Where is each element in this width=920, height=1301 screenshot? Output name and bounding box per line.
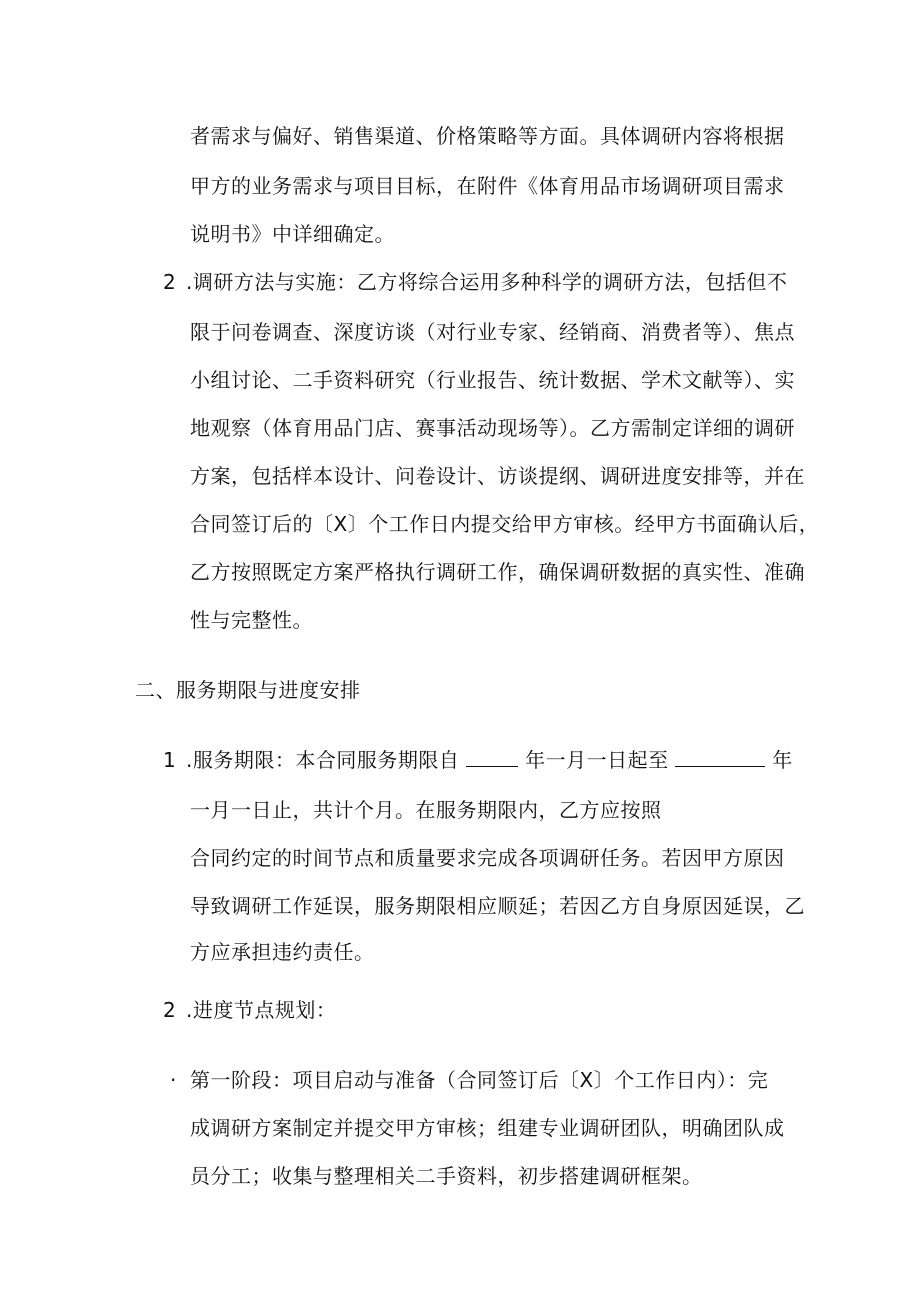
- paragraph-line: 导致调研工作延误，服务期限相应顺延；若因乙方自身原因延误，乙: [190, 894, 805, 918]
- paragraph-line: 合同签订后的〔X〕个工作日内提交给甲方审核。经甲方书面确认后，: [190, 512, 820, 536]
- end-year-blank: [675, 746, 765, 767]
- paragraph-line: 者需求与偏好、销售渠道、价格策略等方面。具体调研内容将根据: [190, 124, 785, 148]
- paragraph-line: 小组讨论、二手资料研究（行业报告、统计数据、学术文献等）、实: [190, 368, 795, 392]
- paragraph-line: .调研方法与实施：乙方将综合运用多种科学的调研方法，包括但不: [186, 270, 788, 294]
- paragraph-line: 员分工；收集与整理相关二手资料，初步搭建调研框架。: [190, 1164, 703, 1188]
- paragraph-line: 说明书》中详细确定。: [190, 222, 395, 246]
- paragraph-line: 乙方按照既定方案严格执行调研工作，确保调研数据的真实性、准确: [190, 560, 805, 584]
- paragraph-line: 成调研方案制定并提交甲方审核；组建专业调研团队，明确团队成: [190, 1116, 785, 1140]
- bullet-dot: ·: [170, 1068, 177, 1092]
- progress-heading: .进度节点规划：: [186, 998, 337, 1022]
- paragraph-line: 地观察（体育用品门店、赛事活动现场等）。乙方需制定详细的调研: [190, 416, 795, 440]
- paragraph-line: 方案，包括样本设计、问卷设计、访谈提纲、调研进度安排等，并在: [190, 464, 805, 488]
- paragraph-line: 第一阶段：项目启动与准备（合同签订后〔X〕个工作日内）：完: [190, 1068, 769, 1092]
- paragraph-line: 一月一日止，共计个月。在服务期限内，乙方应按照: [190, 798, 662, 822]
- service-term-text-c: 年: [772, 748, 793, 772]
- section-heading: 二、服务期限与进度安排: [135, 678, 361, 702]
- service-term-text-a: .服务期限：本合同服务期限自: [186, 748, 460, 772]
- paragraph-line: 合同约定的时间节点和质量要求完成各项调研任务。若因甲方原因: [190, 846, 785, 870]
- item-number: 2: [163, 998, 176, 1022]
- paragraph-line: 方应承担违约责任。: [190, 940, 375, 964]
- service-term-line: [186, 746, 793, 774]
- item-number: 2: [163, 270, 176, 294]
- service-term-text-b: 年一月一日起至: [525, 748, 669, 772]
- paragraph-line: 性与完整性。: [190, 608, 313, 632]
- start-year-blank: [466, 746, 518, 767]
- paragraph-line: 甲方的业务需求与项目目标，在附件《体育用品市场调研项目需求: [190, 174, 785, 198]
- paragraph-line: 限于问卷调查、深度访谈（对行业专家、经销商、消费者等）、焦点: [190, 320, 795, 344]
- item-number: 1: [163, 748, 176, 772]
